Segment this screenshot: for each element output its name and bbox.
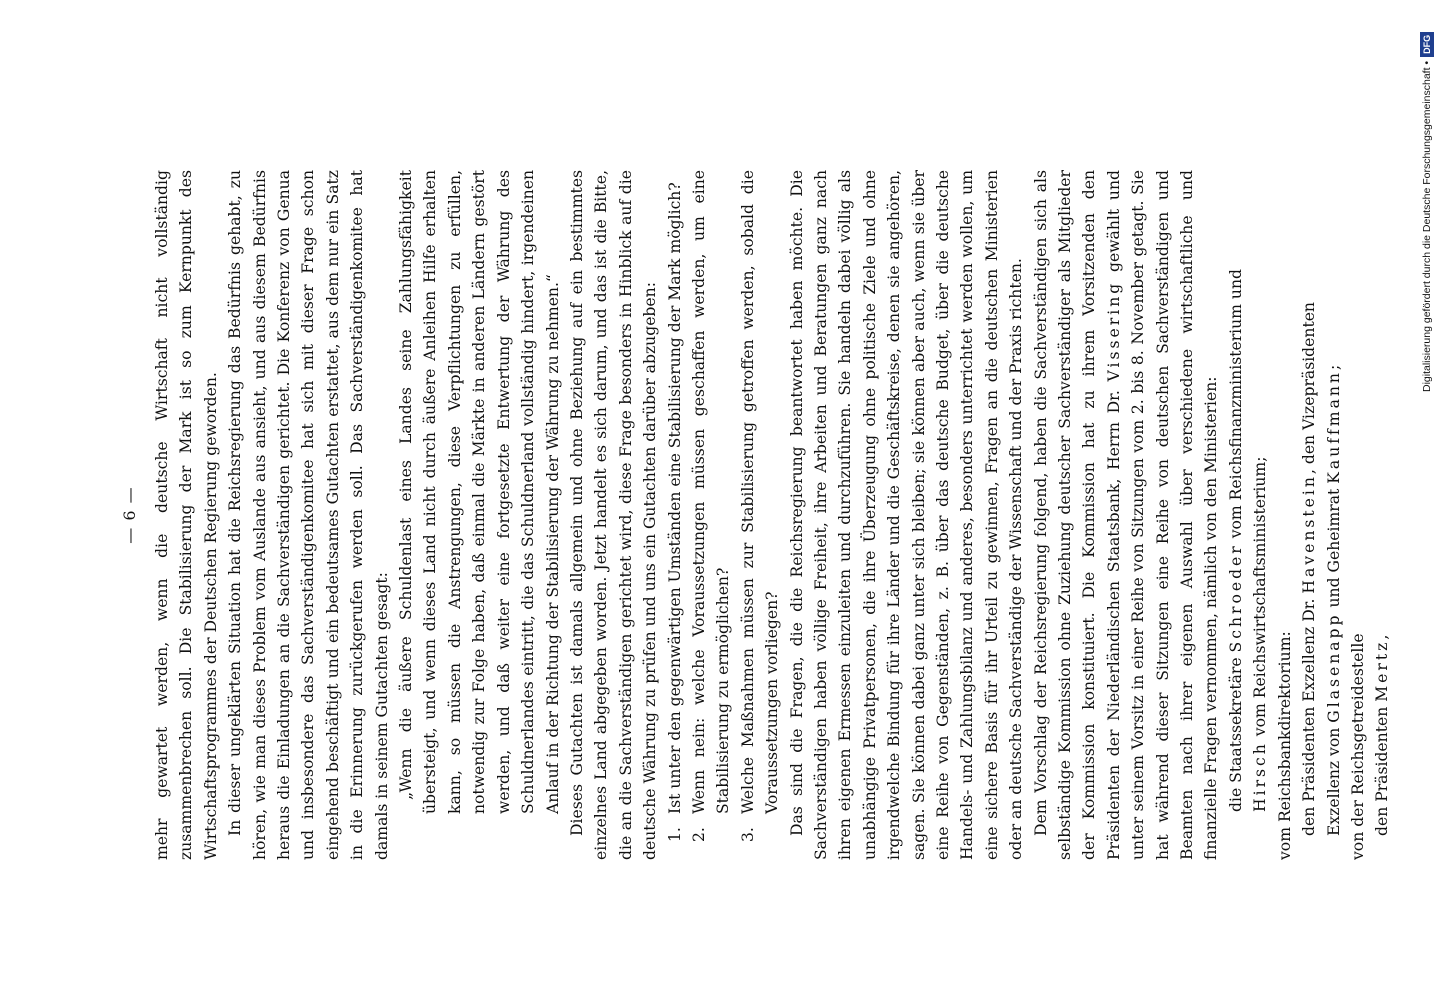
paragraph-4: Das sind die Fragen, die die Reichsregierung beantwortet haben möchte. Die Sachverständigen haben völlige Freiheit, ihre Arbeiten und Beratungen ganz nach ihren eigenen Ermessen einzuleiten und durchzuführen. Sie handeln dabei völlig als unabhängige Privatpersonen, die ihre Überzeugung ohne politische Ziele und ohne irgendwelche Bindung für ihre Länder und die Geschäftskreise, denen sie angehören, sagen. Sie können dabei ganz unter sich bleiben; sie können aber auch, wenn sie über eine Reihe von Gegenständen, z. B. über das deutsche Budget, über die deutsche Handels- und Zahlungsbilanz und anderes, besonders unterrichtet werden wollen, um eine sichere Basis für ihr Urteil zu gewinnen, Fragen an die deutschen Ministerien oder an deutsche Sachverständige der Wissenschaft und der Praxis richten. [787, 170, 1026, 860]
ministry-line-5 [1322, 170, 1346, 860]
paragraph-2: In dieser ungeklärten Situation hat die Reichsregierung das Bedürfnis gehabt, zu hören, wie man dieses Problem vom Auslande aus ansieht, und aus diesem Bedürfnis heraus die Einladungen an die Sachverständigen gerichtet. Die Konferenz von Genua und insbesondere das Sachverständigenkomitee hat sich mit dieser Frage schon eingehend beschäftigt und ein bedeutsames Gutachten erstattet, aus dem nur ein Satz in die Erinnerung zurückgerufen werden soll. Das Sachverständigenkomitee hat damals in seinem Gutachten gesagt: [226, 170, 391, 860]
line-text: und Geheimrat [1324, 488, 1343, 608]
paragraph-5-part-a: Dem Vorschlag der Reichsregierung folgend, haben die Sachverständigen sich als selbständige Kommission ohne Zuziehung deutscher Sachverständiger als Mitglieder der Kommission konstituiert. Die Kommission hat zu ihrem Vorsitzenden den Präsidenten der Niederländischen Staatsbank, Herrn Dr. [1031, 170, 1123, 860]
question-text: Ist unter den gegenwärtigen Umständen eine Stabilisierung der Mark möglich? [665, 182, 684, 814]
question-item [663, 170, 687, 860]
question-number: 3. [738, 827, 757, 842]
line-text: vom Reichswirtschaftsministerium; [1251, 456, 1270, 737]
rotated-document-page [110, 170, 1392, 860]
person-name-vissering: Vissering [1104, 280, 1123, 382]
line-text: die Staatssekretäre [1226, 657, 1245, 812]
person-name-glasenapp: Glasenapp [1324, 612, 1343, 723]
person-name-havenstein: Havenstein [1300, 474, 1319, 594]
paragraph-1: mehr gewartet werden, wenn die deutsche Wirtschaft nicht vollständig zusammenbrechen soll. Die Stabilisierung der Mark ist so zum Kernpunkt des Wirtschaftsprogrammes der Deutschen Regierung geworden. [153, 170, 220, 860]
person-name-schroeder: Schroeder [1226, 543, 1245, 653]
question-number: 1. [665, 827, 684, 842]
question-text: Welche Maßnahmen müssen zur Stabilisierung getroffen werden, sobald die Voraussetzungen vorliegen? [738, 170, 782, 814]
line-text: ; [1324, 364, 1343, 371]
line-text: den Präsidenten Exzellenz Dr. [1300, 598, 1319, 836]
digitization-credit-text: Digitalisierung gefördert durch die Deutsche Forschungsgemeinschaft • [1421, 60, 1433, 392]
line-text: den Präsidenten [1373, 706, 1392, 836]
quote-block: „Wenn die äußere Schuldenlast eines Landes seine Zahlungsfähigkeit übersteigt, und wenn dieses Land nicht durch äußere Anleihen Hilfe erhalten kann, so müssen die Anstrengungen, diese Verpflichtungen zu erfüllen, notwendig zur Folge haben, daß einmal die Märkte in anderen Ländern gestört werden, und daß weiter eine fortgesetzte Entwertung der Währung des Schuldnerlandes eintritt, die das Schuldnerland vollständig hindert, irgendeinen Anlauf in der Richtung der Stabilisierung der Währung zu nehmen.“ [397, 170, 562, 814]
paragraph-5 [1029, 170, 1224, 860]
ministry-line-3: vom Reichsbankdirektorium: [1275, 631, 1294, 860]
line-text: vom Reichsfinanzministerium und [1226, 269, 1245, 539]
question-text: Wenn nein: welche Voraussetzungen müssen geschaffen werden, um eine Stabilisierung zu ermöglichen? [689, 170, 733, 814]
question-item [687, 170, 736, 860]
person-name-mertz: Mertz [1373, 639, 1392, 702]
ministry-line-4 [1297, 170, 1321, 860]
dfg-logo-icon: DFG [1420, 32, 1434, 57]
person-name-kauffmann: Kauffmann [1324, 370, 1343, 484]
question-item [736, 170, 785, 860]
paragraph-5-part-b: gewählt und unter seinem Vorsitz in einer Reihe von Sitzungen vom 2. bis 8. November getagt. Sie hat während dieser Sitzungen eine Reihe von deutschen Sachverständigen und Beamten nach ihrer eigenen Auswahl über verschiedene wirtschaftliche und finanzielle Fragen vernommen, nämlich von den Ministerien: [1104, 170, 1221, 860]
question-list [663, 170, 785, 860]
page-number: — 6 — [120, 486, 139, 544]
line-text: Exzellenz von [1324, 727, 1343, 836]
question-number: 2. [689, 827, 708, 842]
person-name-hirsch: Hirsch [1251, 741, 1270, 812]
digitization-credit [1419, 8, 1434, 392]
line-text: , [1373, 634, 1392, 640]
ministry-line-7 [1370, 170, 1394, 860]
ministry-line-6: von der Reichsgetreidestelle [1348, 633, 1367, 860]
paragraph-3: Dieses Gutachten ist damals allgemein und ohne Beziehung auf ein bestimmtes einzelnes Land abgegeben worden. Jetzt handelt es sich darum, und das ist die Bitte, die an die Sachverständigen gerichtet wird, diese Frage besonders in Hinblick auf die deutsche Währung zu prüfen und uns ein Gutachten darüber abzugeben: [567, 170, 660, 860]
line-text: , den Vizepräsidenten [1300, 302, 1319, 475]
ministry-line-1 [1224, 170, 1248, 860]
ministry-line-2 [1248, 170, 1272, 860]
